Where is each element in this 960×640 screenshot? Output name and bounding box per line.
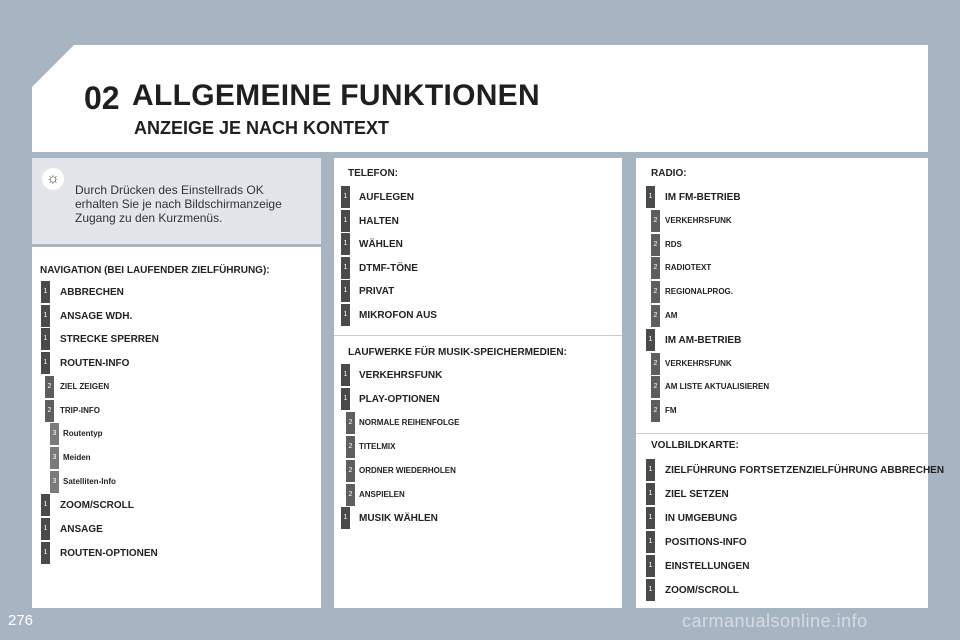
telefon-menu-item[interactable]: DTMF-TÖNE bbox=[359, 262, 418, 274]
level-badge: 2 bbox=[346, 436, 355, 458]
laufwerke-menu-item[interactable]: MUSIK WÄHLEN bbox=[359, 513, 438, 525]
level-badge: 2 bbox=[651, 257, 660, 279]
level-badge: 1 bbox=[341, 210, 350, 232]
level-badge: 2 bbox=[651, 353, 660, 375]
navigation-menu-item[interactable]: ANSAGE bbox=[60, 524, 103, 535]
level-badge: 2 bbox=[651, 400, 660, 422]
radio-menu-item[interactable]: REGIONALPROG. bbox=[665, 287, 734, 297]
radio-menu-item[interactable]: VERKEHRSFUNK bbox=[665, 358, 732, 368]
telefon-heading: TELEFON: bbox=[348, 168, 398, 179]
level-badge: 2 bbox=[651, 234, 660, 256]
radio-heading: RADIO: bbox=[651, 168, 687, 179]
tip-text: Durch Drücken des Einstellrads OK erhalten Sie je nach Bildschirmanzeige Zugang zu den Kurzmenüs. bbox=[75, 183, 282, 225]
divider bbox=[636, 433, 928, 434]
level-badge: 1 bbox=[341, 304, 350, 326]
level-badge: 1 bbox=[41, 281, 50, 303]
telefon-menu-item[interactable]: WÄHLEN bbox=[359, 239, 403, 251]
watermark: carmanualsonline.info bbox=[682, 611, 868, 631]
telefon-menu-item[interactable]: HALTEN bbox=[359, 215, 399, 227]
laufwerke-menu-item[interactable]: ORDNER WIEDERHOLEN bbox=[359, 465, 456, 475]
laufwerke-menu-item[interactable]: VERKEHRSFUNK bbox=[359, 370, 443, 381]
level-badge: 1 bbox=[341, 388, 350, 410]
laufwerke-heading: LAUFWERKE FÜR MUSIK-SPEICHERMEDIEN: bbox=[348, 347, 567, 358]
divider bbox=[334, 335, 622, 336]
level-badge: 3 bbox=[50, 447, 59, 469]
level-badge: 1 bbox=[41, 352, 50, 374]
level-badge: 2 bbox=[651, 305, 660, 327]
level-badge: 1 bbox=[646, 579, 655, 601]
page-subtitle: ANZEIGE JE NACH KONTEXT bbox=[134, 118, 390, 138]
level-badge: 1 bbox=[646, 555, 655, 577]
level-badge: 1 bbox=[646, 507, 655, 529]
vollbild-heading: VOLLBILDKARTE: bbox=[651, 440, 739, 451]
level-badge: 1 bbox=[646, 531, 655, 553]
level-badge: 3 bbox=[50, 471, 59, 493]
level-badge: 2 bbox=[346, 460, 355, 482]
level-badge: 1 bbox=[41, 328, 50, 350]
navigation-menu-item[interactable]: ABBRECHEN bbox=[60, 287, 124, 298]
laufwerke-menu-item[interactable]: NORMALE REIHENFOLGE bbox=[359, 417, 460, 427]
radio-menu-item[interactable]: RDS bbox=[665, 239, 682, 249]
level-badge: 2 bbox=[45, 376, 54, 398]
vollbild-menu-item[interactable]: ZIEL SETZEN bbox=[665, 488, 729, 500]
laufwerke-menu-item[interactable]: TITELMIX bbox=[359, 441, 396, 451]
laufwerke-menu-item[interactable]: ANSPIELEN bbox=[359, 489, 405, 499]
navigation-menu-item[interactable]: STRECKE SPERREN bbox=[60, 334, 159, 346]
level-badge: 1 bbox=[341, 280, 350, 302]
navigation-menu-item[interactable]: Meiden bbox=[63, 452, 91, 462]
level-badge: 2 bbox=[346, 412, 355, 434]
navigation-menu-item[interactable]: ANSAGE WDH. bbox=[60, 310, 133, 322]
level-badge: 1 bbox=[41, 542, 50, 564]
vollbild-menu-item[interactable]: ZOOM/SCROLL bbox=[665, 584, 739, 596]
navigation-menu-item[interactable]: Satelliten-Info bbox=[63, 476, 116, 486]
page-title: ALLGEMEINE FUNKTIONEN bbox=[132, 79, 540, 112]
radio-menu-item[interactable]: AM LISTE AKTUALISIEREN bbox=[665, 382, 770, 392]
level-badge: 1 bbox=[341, 507, 350, 529]
level-badge: 2 bbox=[45, 400, 54, 422]
telefon-menu-item[interactable]: MIKROFON AUS bbox=[359, 310, 437, 321]
navigation-menu-item[interactable]: ZOOM/SCROLL bbox=[60, 500, 134, 512]
level-badge: 1 bbox=[341, 257, 350, 279]
laufwerke-menu-item[interactable]: PLAY-OPTIONEN bbox=[359, 393, 440, 405]
radio-menu-item[interactable]: VERKEHRSFUNK bbox=[665, 215, 732, 225]
level-badge: 1 bbox=[341, 233, 350, 255]
level-badge: 1 bbox=[41, 305, 50, 327]
level-badge: 1 bbox=[646, 483, 655, 505]
navigation-menu-item[interactable]: Routentyp bbox=[63, 429, 103, 439]
vollbild-menu-item[interactable]: POSITIONS-INFO bbox=[665, 536, 747, 548]
level-badge: 2 bbox=[651, 281, 660, 303]
navigation-heading: NAVIGATION (BEI LAUFENDER ZIELFÜHRUNG): bbox=[40, 265, 270, 276]
vollbild-menu-item[interactable]: ZIELFÜHRUNG FORTSETZENZIELFÜHRUNG ABBRECHEN bbox=[665, 465, 945, 476]
level-badge: 1 bbox=[646, 329, 655, 351]
level-badge: 2 bbox=[651, 210, 660, 232]
radio-menu-item[interactable]: IM AM-BETRIEB bbox=[665, 334, 742, 346]
radio-menu-item[interactable]: FM bbox=[665, 406, 677, 416]
telefon-menu-item[interactable]: PRIVAT bbox=[359, 286, 395, 298]
page-number: 276 bbox=[8, 612, 34, 629]
vollbild-menu-item[interactable]: EINSTELLUNGEN bbox=[665, 560, 750, 572]
navigation-menu-item[interactable]: ROUTEN-OPTIONEN bbox=[60, 547, 158, 559]
level-badge: 1 bbox=[41, 518, 50, 540]
radio-menu-item[interactable]: IM FM-BETRIEB bbox=[665, 192, 741, 203]
chapter-number: 02 bbox=[84, 80, 120, 116]
navigation-menu-item[interactable]: TRIP-INFO bbox=[60, 405, 100, 415]
level-badge: 2 bbox=[651, 376, 660, 398]
navigation-menu-item[interactable]: ROUTEN-INFO bbox=[60, 358, 130, 370]
level-badge: 1 bbox=[646, 459, 655, 481]
level-badge: 3 bbox=[50, 423, 59, 445]
level-badge: 1 bbox=[646, 186, 655, 208]
radio-menu-item[interactable]: AM bbox=[665, 311, 678, 320]
level-badge: 2 bbox=[346, 484, 355, 506]
telefon-menu-item[interactable]: AUFLEGEN bbox=[359, 192, 414, 203]
level-badge: 1 bbox=[41, 494, 50, 516]
sun-icon: ☼ bbox=[42, 168, 64, 190]
level-badge: 1 bbox=[341, 186, 350, 208]
level-badge: 1 bbox=[341, 364, 350, 386]
navigation-menu-item[interactable]: ZIEL ZEIGEN bbox=[60, 381, 110, 391]
radio-menu-item[interactable]: RADIOTEXT bbox=[665, 263, 712, 273]
vollbild-menu-item[interactable]: IN UMGEBUNG bbox=[665, 512, 738, 524]
